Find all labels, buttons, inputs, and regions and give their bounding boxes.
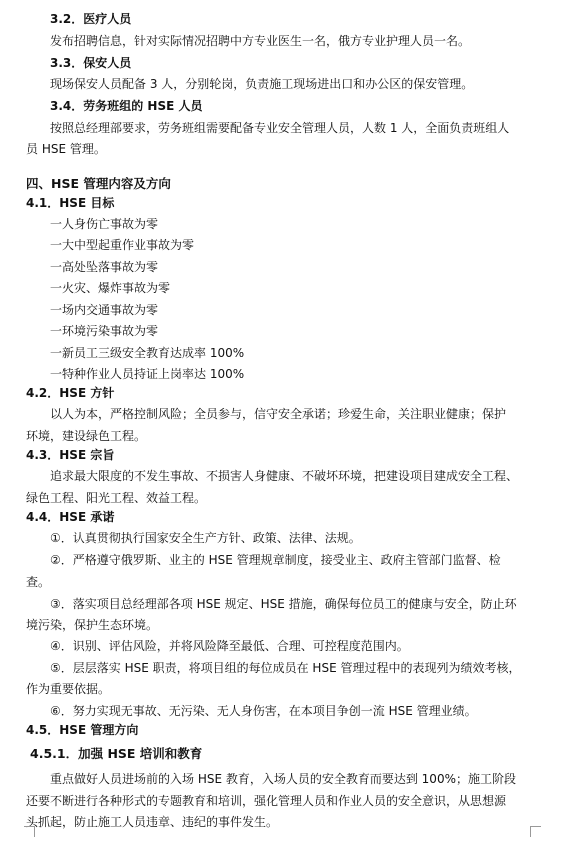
section-4-5-heading: 4.5．HSE 管理方向 <box>26 723 139 737</box>
section-4-5-1-body-line: 头抓起，防止施工人员违章、违纪的事件发生。 <box>26 815 279 829</box>
section-4-5-1-body-line: 重点做好人员进场前的入场 HSE 教育，入场人员的安全教育而要达到 100%；施工阶段 <box>50 772 516 786</box>
section-4-5-1-body-line: 还要不断进行各种形式的专题教育和培训，强化管理人员和作业人员的安全意识，从思想源 <box>26 794 507 808</box>
commitment-item: ①．认真贯彻执行国家安全生产方针、政策、法律、法规。 <box>50 531 361 545</box>
commitment-item: ③．落实项目总经理部各项 HSE 规定、HSE 措施，确保每位员工的健康与安全，防止环 <box>50 597 517 611</box>
section-4-3-heading: 4.3．HSE 宗旨 <box>26 448 115 462</box>
hse-goal-item: 一特种作业人员持证上岗率达 100% <box>50 367 245 381</box>
commitment-item: ②．严格遵守俄罗斯、业主的 HSE 管理规章制度，接受业主、政府主管部门监督、检 <box>50 553 501 567</box>
section-4-3-body-line: 追求最大限度的不发生事故、不损害人身健康、不破坏环境，把建设项目建成安全工程、 <box>50 469 519 483</box>
commitment-item: ⑥．努力实现无事故、无污染、无人身伤害，在本项目争创一流 HSE 管理业绩。 <box>50 704 477 718</box>
section-3-3-body: 现场保安人员配备 3 人，分别轮岗，负责施工现场进出口和办公区的保安管理。 <box>50 77 474 91</box>
hse-goal-item: 一场内交通事故为零 <box>50 303 159 317</box>
section-4-2-heading: 4.2．HSE 方针 <box>26 386 115 400</box>
section-4-3-body-line: 绿色工程、阳光工程、效益工程。 <box>26 491 207 505</box>
section-4-5-1-heading: 4.5.1．加强 HSE 培训和教育 <box>30 746 203 761</box>
section-3-4-heading: 3.4．劳务班组的 HSE 人员 <box>50 99 203 113</box>
commitment-item: 查。 <box>26 575 51 589</box>
hse-goal-item: 一高处坠落事故为零 <box>50 260 159 274</box>
hse-goal-item: 一人身伤亡事故为零 <box>50 217 159 231</box>
section-4-4-heading: 4.4．HSE 承诺 <box>26 510 115 524</box>
page-corner-mark <box>24 826 35 837</box>
commitment-item: ⑤．层层落实 HSE 职责，将项目组的每位成员在 HSE 管理过程中的表现列为绩效考核， <box>50 661 521 675</box>
chapter-4-heading: 四、HSE 管理内容及方向 <box>26 176 171 191</box>
hse-goal-item: 一大中型起重作业事故为零 <box>50 238 195 252</box>
section-3-3-heading: 3.3．保安人员 <box>50 56 132 70</box>
hse-goal-item: 一火灾、爆炸事故为零 <box>50 281 171 295</box>
section-4-2-body-line: 环境，建设绿色工程。 <box>26 429 147 443</box>
commitment-item: 境污染，保护生态环境。 <box>26 618 159 632</box>
commitment-item: 作为重要依据。 <box>26 682 111 696</box>
section-4-1-heading: 4.1．HSE 目标 <box>26 196 115 210</box>
section-3-2-body: 发布招聘信息，针对实际情况招聘中方专业医生一名，俄方专业护理人员一名。 <box>50 34 471 48</box>
section-3-4-body-line: 按照总经理部要求，劳务班组需要配备专业安全管理人员，人数 1 人，全面负责班组人 <box>50 121 510 135</box>
section-3-2-heading: 3.2．医疗人员 <box>50 12 132 26</box>
commitment-item: ④．识别、评估风险，并将风险降至最低、合理、可控程度范围内。 <box>50 639 409 653</box>
page-corner-mark <box>530 826 541 837</box>
hse-goal-item: 一新员工三级安全教育达成率 100% <box>50 346 245 360</box>
hse-goal-item: 一环境污染事故为零 <box>50 324 159 338</box>
section-4-2-body-line: 以人为本，严格控制风险；全员参与，信守安全承诺；珍爱生命，关注职业健康；保护 <box>50 407 507 421</box>
section-3-4-body-line: 员 HSE 管理。 <box>26 142 106 156</box>
